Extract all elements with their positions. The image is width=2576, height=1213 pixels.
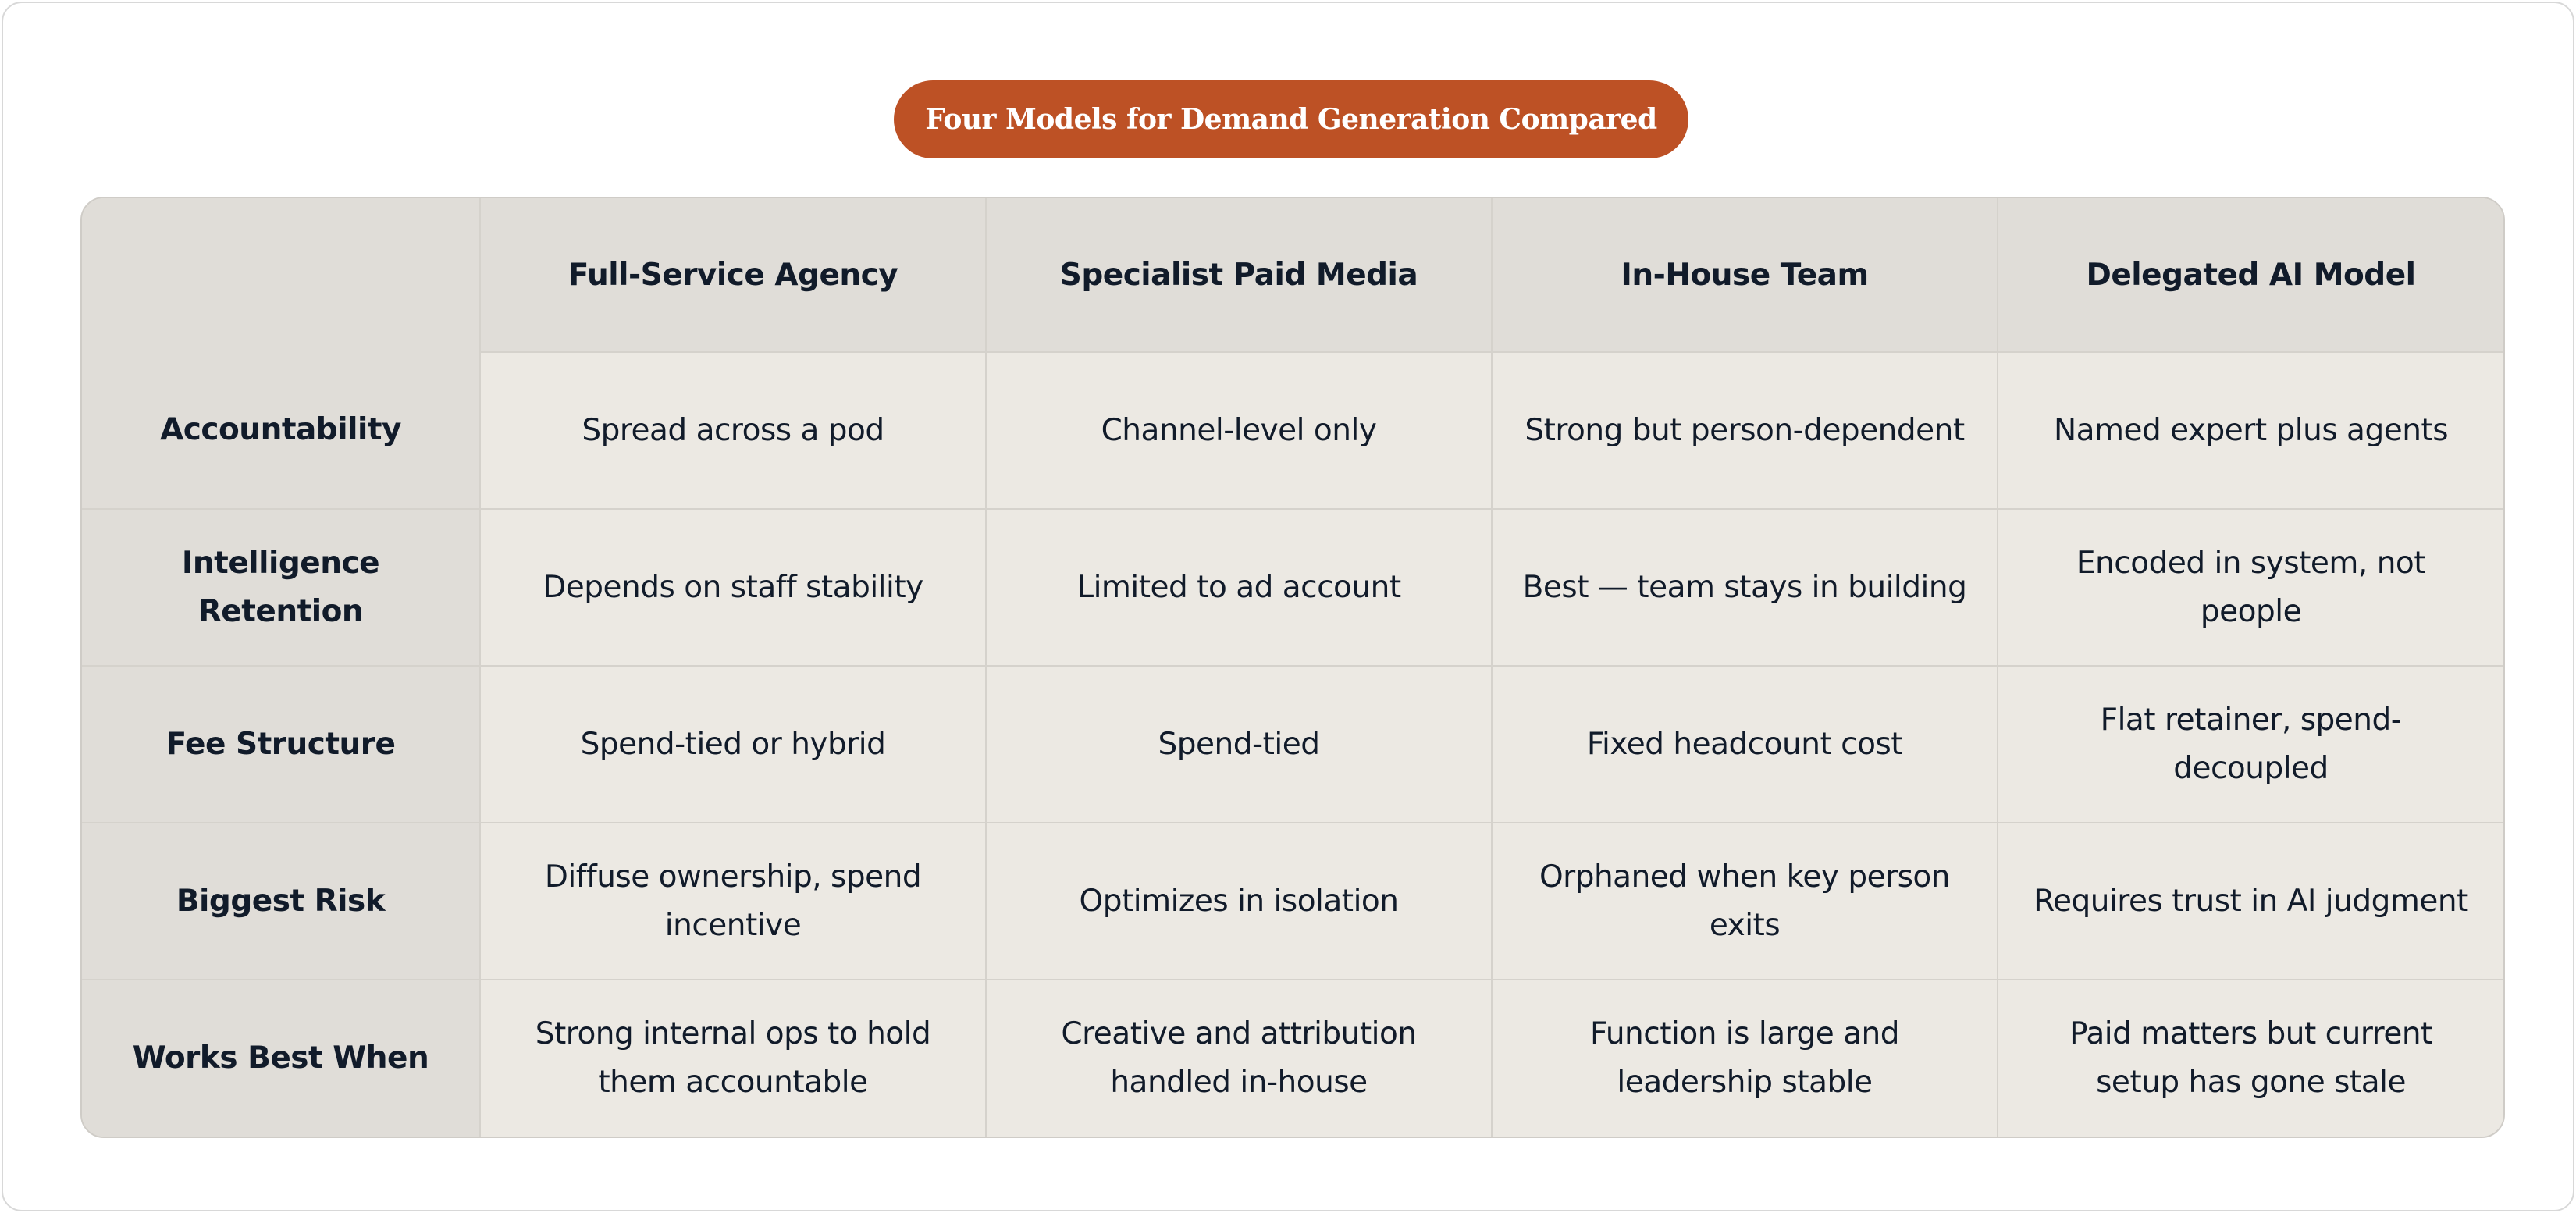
row-label-accountability: Accountability — [82, 352, 480, 509]
table-cell: Spend-tied — [986, 666, 1492, 823]
row-label-intelligence-retention: Intelligence Retention — [82, 509, 480, 666]
table-cell: Flat retainer, spend-decoupled — [1998, 666, 2503, 823]
table-row — [82, 352, 2503, 509]
comparison-table — [80, 197, 2505, 1138]
table-cell: Function is large and leadership stable — [1492, 980, 1998, 1137]
table-cell: Named expert plus agents — [1998, 352, 2503, 509]
table-row — [82, 823, 2503, 980]
table-cell: Paid matters but current setup has gone stale — [1998, 980, 2503, 1137]
page-frame — [2, 2, 2574, 1211]
comparison-table-grid — [82, 198, 2503, 1137]
column-header-specialist-paid-media: Specialist Paid Media — [986, 198, 1492, 352]
table-cell: Limited to ad account — [986, 509, 1492, 666]
row-label-biggest-risk: Biggest Risk — [82, 823, 480, 980]
table-cell: Strong internal ops to hold them accountable — [480, 980, 986, 1137]
row-label-works-best-when: Works Best When — [82, 980, 480, 1137]
column-header-in-house-team: In-House Team — [1492, 198, 1998, 352]
table-cell: Requires trust in AI judgment — [1998, 823, 2503, 980]
header-row — [82, 198, 2503, 352]
table-cell: Best — team stays in building — [1492, 509, 1998, 666]
table-row — [82, 980, 2503, 1137]
column-header-delegated-ai-model: Delegated AI Model — [1998, 198, 2503, 352]
table-cell: Spread across a pod — [480, 352, 986, 509]
row-label-fee-structure: Fee Structure — [82, 666, 480, 823]
table-row — [82, 666, 2503, 823]
table-cell: Depends on staff stability — [480, 509, 986, 666]
table-row — [82, 509, 2503, 666]
table-cell: Optimizes in isolation — [986, 823, 1492, 980]
table-cell: Strong but person-dependent — [1492, 352, 1998, 509]
table-cell: Fixed headcount cost — [1492, 666, 1998, 823]
table-cell: Diffuse ownership, spend incentive — [480, 823, 986, 980]
table-cell: Spend-tied or hybrid — [480, 666, 986, 823]
table-cell: Creative and attribution handled in-house — [986, 980, 1492, 1137]
table-cell: Channel-level only — [986, 352, 1492, 509]
column-header-full-service-agency: Full-Service Agency — [480, 198, 986, 352]
corner-header-cell — [82, 198, 480, 352]
table-cell: Orphaned when key person exits — [1492, 823, 1998, 980]
table-cell: Encoded in system, not people — [1998, 509, 2503, 666]
page-title: Four Models for Demand Generation Compared — [894, 80, 1688, 158]
